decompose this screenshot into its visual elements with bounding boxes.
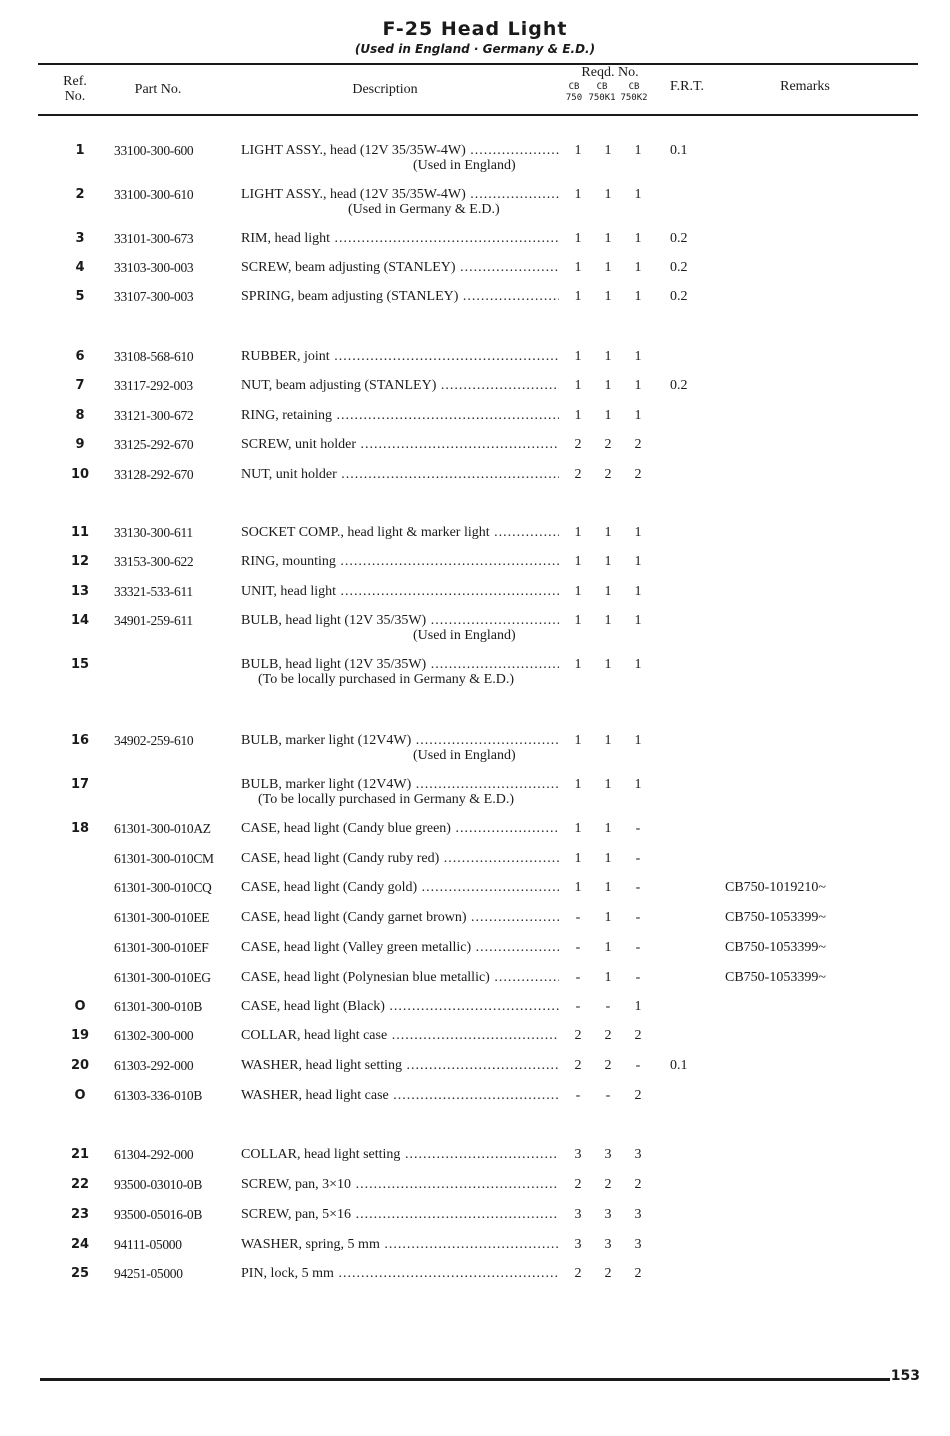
qty-cb750k1: 1 — [604, 143, 612, 158]
description: BULB, head light (12V 35/35W) ..... — [241, 613, 559, 629]
qty-cb750k1: 1 — [604, 525, 612, 540]
qty-cb750k1: 1 — [604, 910, 612, 925]
qty-cb750k2: 1 — [634, 554, 642, 569]
qty-cb750k2: 1 — [634, 187, 642, 202]
part-number: 33103-300-003 — [114, 260, 194, 275]
frt-value: 0.2 — [670, 378, 688, 393]
ref-number: 14 — [70, 613, 90, 628]
qty-cb750k2: - — [635, 851, 641, 866]
qty-cb750k2: 1 — [634, 657, 642, 672]
qty-cb750: 1 — [574, 657, 582, 672]
description: RUBBER, joint ..... — [241, 349, 559, 365]
qty-cb750: 3 — [574, 1207, 582, 1222]
part-number: 93500-03010-0B — [114, 1177, 203, 1192]
description: WASHER, head light case ..... — [241, 1088, 559, 1104]
remarks: CB750-1053399~ — [725, 940, 826, 955]
part-number: 61301-300-010CQ — [114, 880, 212, 895]
description: RING, retaining ..... — [241, 408, 559, 424]
part-number: 61303-292-000 — [114, 1058, 194, 1073]
description: SCREW, unit holder ..... — [241, 437, 559, 453]
part-number: 33108-568-610 — [114, 349, 194, 364]
header-reqd: Reqd. No. — [581, 65, 639, 80]
qty-cb750k2: - — [635, 910, 641, 925]
description: BULB, marker light (12V4W) ..... — [241, 733, 559, 749]
qty-cb750k1: 1 — [604, 349, 612, 364]
qty-cb750: 1 — [574, 554, 582, 569]
frt-value: 0.1 — [670, 143, 688, 158]
qty-cb750k2: 3 — [634, 1147, 642, 1162]
ref-number: 3 — [75, 231, 85, 246]
part-number: 61301-300-010B — [114, 999, 203, 1014]
footer-rule — [40, 1378, 890, 1381]
qty-cb750k1: 1 — [604, 733, 612, 748]
ref-number: 6 — [75, 349, 85, 364]
part-number: 61301-300-010CM — [114, 851, 214, 866]
qty-cb750k1: 2 — [604, 1058, 612, 1073]
description: SOCKET COMP., head light & marker light ..... — [241, 525, 559, 541]
ref-number: 15 — [70, 657, 90, 672]
qty-cb750k1: 1 — [604, 231, 612, 246]
part-number: 33100-300-610 — [114, 187, 194, 202]
page-number: 153 — [890, 1368, 920, 1384]
qty-cb750: 1 — [574, 378, 582, 393]
part-number: 61304-292-000 — [114, 1147, 194, 1162]
part-number: 93500-05016-0B — [114, 1207, 203, 1222]
header-model-2: CB 750K1 — [588, 82, 616, 103]
ref-number: 19 — [70, 1028, 90, 1043]
qty-cb750: 2 — [574, 467, 582, 482]
qty-cb750k1: 3 — [604, 1147, 612, 1162]
header-model-1: CB 750 — [565, 82, 583, 103]
ref-number: O — [74, 1088, 86, 1103]
qty-cb750k1: 1 — [604, 584, 612, 599]
qty-cb750k1: 1 — [604, 821, 612, 836]
qty-cb750k1: 3 — [604, 1207, 612, 1222]
description: CASE, head light (Polynesian blue metallic) ..... — [241, 970, 559, 986]
usage-note: (To be locally purchased in Germany & E.D.) — [258, 672, 514, 687]
qty-cb750: 1 — [574, 143, 582, 158]
usage-note: (Used in England) — [413, 748, 516, 763]
qty-cb750: 1 — [574, 777, 582, 792]
description: CASE, head light (Candy gold) ..... — [241, 880, 559, 896]
description: SCREW, beam adjusting (STANLEY) ..... — [241, 260, 559, 276]
part-number: 33321-533-611 — [114, 584, 193, 599]
ref-number: 22 — [70, 1177, 90, 1192]
ref-number: 4 — [75, 260, 85, 275]
qty-cb750k1: 1 — [604, 613, 612, 628]
remarks: CB750-1053399~ — [725, 910, 826, 925]
qty-cb750k1: 1 — [604, 187, 612, 202]
qty-cb750k2: - — [635, 821, 641, 836]
qty-cb750: - — [575, 1088, 581, 1103]
usage-note: (To be locally purchased in Germany & E.D.) — [258, 792, 514, 807]
qty-cb750k2: 1 — [634, 143, 642, 158]
description: PIN, lock, 5 mm ..... — [241, 1266, 559, 1282]
qty-cb750: 1 — [574, 187, 582, 202]
part-number: 34901-259-611 — [114, 613, 193, 628]
qty-cb750k2: 1 — [634, 733, 642, 748]
description: CASE, head light (Candy garnet brown) ..... — [241, 910, 559, 926]
qty-cb750k1: 1 — [604, 260, 612, 275]
qty-cb750: 3 — [574, 1237, 582, 1252]
qty-cb750: 1 — [574, 408, 582, 423]
qty-cb750k1: 1 — [604, 378, 612, 393]
description: COLLAR, head light setting ..... — [241, 1147, 559, 1163]
ref-number: 18 — [70, 821, 90, 836]
qty-cb750k2: 3 — [634, 1237, 642, 1252]
qty-cb750: 2 — [574, 1028, 582, 1043]
qty-cb750: 1 — [574, 289, 582, 304]
description: NUT, unit holder ..... — [241, 467, 559, 483]
qty-cb750: 2 — [574, 1266, 582, 1281]
frt-value: 0.1 — [670, 1058, 688, 1073]
header-description: Description — [352, 82, 418, 97]
part-number: 33107-300-003 — [114, 289, 194, 304]
qty-cb750k2: 3 — [634, 1207, 642, 1222]
qty-cb750: 1 — [574, 349, 582, 364]
part-number: 61303-336-010B — [114, 1088, 203, 1103]
part-number: 33128-292-670 — [114, 467, 194, 482]
qty-cb750k1: 1 — [604, 880, 612, 895]
ref-number: 7 — [75, 378, 85, 393]
usage-note: (Used in England) — [413, 158, 516, 173]
description: RING, mounting ..... — [241, 554, 559, 570]
qty-cb750: 1 — [574, 851, 582, 866]
qty-cb750k2: 1 — [634, 349, 642, 364]
qty-cb750k2: 1 — [634, 378, 642, 393]
qty-cb750k2: 1 — [634, 777, 642, 792]
description: BULB, head light (12V 35/35W) ..... — [241, 657, 559, 673]
header-ref: Ref. No. — [63, 74, 87, 104]
qty-cb750: 1 — [574, 584, 582, 599]
description: LIGHT ASSY., head (12V 35/35W-4W) ..... — [241, 187, 559, 203]
qty-cb750: 2 — [574, 1177, 582, 1192]
ref-number: 2 — [75, 187, 85, 202]
qty-cb750k2: 1 — [634, 525, 642, 540]
part-number: 61301-300-010EE — [114, 910, 210, 925]
ref-number: 12 — [70, 554, 90, 569]
qty-cb750k2: 2 — [634, 467, 642, 482]
qty-cb750k1: 1 — [604, 851, 612, 866]
qty-cb750k1: 1 — [604, 289, 612, 304]
description: NUT, beam adjusting (STANLEY) ..... — [241, 378, 559, 394]
part-number: 33125-292-670 — [114, 437, 194, 452]
qty-cb750k1: - — [605, 999, 611, 1014]
usage-note: (Used in England) — [413, 628, 516, 643]
qty-cb750k2: 2 — [634, 1177, 642, 1192]
ref-number: 8 — [75, 408, 85, 423]
part-number: 33130-300-611 — [114, 525, 193, 540]
qty-cb750: 1 — [574, 525, 582, 540]
part-number: 61301-300-010EF — [114, 940, 209, 955]
qty-cb750k2: 1 — [634, 999, 642, 1014]
ref-number: O — [74, 999, 86, 1014]
qty-cb750k1: 2 — [604, 1177, 612, 1192]
qty-cb750k2: 1 — [634, 260, 642, 275]
part-number: 33100-300-600 — [114, 143, 194, 158]
description: BULB, marker light (12V4W) ..... — [241, 777, 559, 793]
frt-value: 0.2 — [670, 231, 688, 246]
description: CASE, head light (Candy blue green) ..... — [241, 821, 559, 837]
part-number: 94251-05000 — [114, 1266, 183, 1281]
part-number: 61301-300-010AZ — [114, 821, 211, 836]
part-number: 33153-300-622 — [114, 554, 194, 569]
qty-cb750k2: - — [635, 880, 641, 895]
qty-cb750k2: 1 — [634, 289, 642, 304]
qty-cb750k2: 2 — [634, 1028, 642, 1043]
description: LIGHT ASSY., head (12V 35/35W-4W) ..... — [241, 143, 559, 159]
qty-cb750k2: - — [635, 970, 641, 985]
part-number: 94111-05000 — [114, 1237, 182, 1252]
qty-cb750k2: 2 — [634, 437, 642, 452]
ref-number: 25 — [70, 1266, 90, 1281]
description: UNIT, head light ..... — [241, 584, 559, 600]
remarks: CB750-1053399~ — [725, 970, 826, 985]
header-remarks: Remarks — [780, 79, 830, 94]
ref-number: 16 — [70, 733, 90, 748]
header-model-3: CB 750K2 — [620, 82, 648, 103]
part-number: 33121-300-672 — [114, 408, 194, 423]
description: SCREW, pan, 3×10 ..... — [241, 1177, 559, 1193]
header-bottom-rule — [38, 114, 918, 116]
qty-cb750: 2 — [574, 437, 582, 452]
qty-cb750k1: 2 — [604, 1266, 612, 1281]
description: COLLAR, head light case ..... — [241, 1028, 559, 1044]
part-number: 33117-292-003 — [114, 378, 193, 393]
description: WASHER, spring, 5 mm ..... — [241, 1237, 559, 1253]
ref-number: 10 — [70, 467, 90, 482]
qty-cb750: 1 — [574, 260, 582, 275]
ref-number: 23 — [70, 1207, 90, 1222]
part-number: 33101-300-673 — [114, 231, 194, 246]
qty-cb750k1: 1 — [604, 408, 612, 423]
description: SPRING, beam adjusting (STANLEY) ..... — [241, 289, 559, 305]
header-frt: F.R.T. — [669, 79, 704, 94]
description: CASE, head light (Black) ..... — [241, 999, 559, 1015]
qty-cb750k1: 1 — [604, 970, 612, 985]
description: CASE, head light (Valley green metallic) ..... — [241, 940, 559, 956]
ref-number: 9 — [75, 437, 85, 452]
qty-cb750k2: 1 — [634, 613, 642, 628]
qty-cb750k1: 3 — [604, 1237, 612, 1252]
ref-number: 24 — [70, 1237, 90, 1252]
page-subtitle: (Used in England · Germany & E.D.) — [354, 42, 596, 56]
remarks: CB750-1019210~ — [725, 880, 826, 895]
qty-cb750k2: 1 — [634, 584, 642, 599]
qty-cb750k1: 2 — [604, 1028, 612, 1043]
description: RIM, head light ..... — [241, 231, 559, 247]
qty-cb750k1: 2 — [604, 467, 612, 482]
header-part-no: Part No. — [134, 82, 182, 97]
qty-cb750k2: 1 — [634, 231, 642, 246]
part-number: 34902-259-610 — [114, 733, 194, 748]
qty-cb750k2: 2 — [634, 1266, 642, 1281]
ref-number: 11 — [70, 525, 90, 540]
description: WASHER, head light setting ..... — [241, 1058, 559, 1074]
frt-value: 0.2 — [670, 260, 688, 275]
qty-cb750: - — [575, 999, 581, 1014]
page-title: F-25 Head Light — [382, 18, 568, 40]
qty-cb750k1: 2 — [604, 437, 612, 452]
frt-value: 0.2 — [670, 289, 688, 304]
ref-number: 13 — [70, 584, 90, 599]
part-number: 61301-300-010EG — [114, 970, 211, 985]
qty-cb750k2: 1 — [634, 408, 642, 423]
qty-cb750k2: - — [635, 1058, 641, 1073]
qty-cb750: - — [575, 940, 581, 955]
qty-cb750: 2 — [574, 1058, 582, 1073]
part-number: 61302-300-000 — [114, 1028, 194, 1043]
ref-number: 17 — [70, 777, 90, 792]
qty-cb750: 1 — [574, 231, 582, 246]
ref-number: 21 — [70, 1147, 90, 1162]
ref-number: 1 — [75, 143, 85, 158]
usage-note: (Used in Germany & E.D.) — [348, 202, 500, 217]
header-top-rule — [38, 63, 918, 65]
ref-number: 5 — [75, 289, 85, 304]
qty-cb750k2: - — [635, 940, 641, 955]
description: CASE, head light (Candy ruby red) ..... — [241, 851, 559, 867]
ref-number: 20 — [70, 1058, 90, 1073]
qty-cb750: - — [575, 910, 581, 925]
qty-cb750k1: 1 — [604, 657, 612, 672]
description: SCREW, pan, 5×16 ..... — [241, 1207, 559, 1223]
qty-cb750: 3 — [574, 1147, 582, 1162]
qty-cb750: 1 — [574, 733, 582, 748]
qty-cb750: 1 — [574, 821, 582, 836]
qty-cb750: 1 — [574, 613, 582, 628]
qty-cb750: 1 — [574, 880, 582, 895]
qty-cb750k2: 2 — [634, 1088, 642, 1103]
qty-cb750: - — [575, 970, 581, 985]
qty-cb750k1: 1 — [604, 554, 612, 569]
qty-cb750k1: 1 — [604, 777, 612, 792]
qty-cb750k1: 1 — [604, 940, 612, 955]
qty-cb750k1: - — [605, 1088, 611, 1103]
